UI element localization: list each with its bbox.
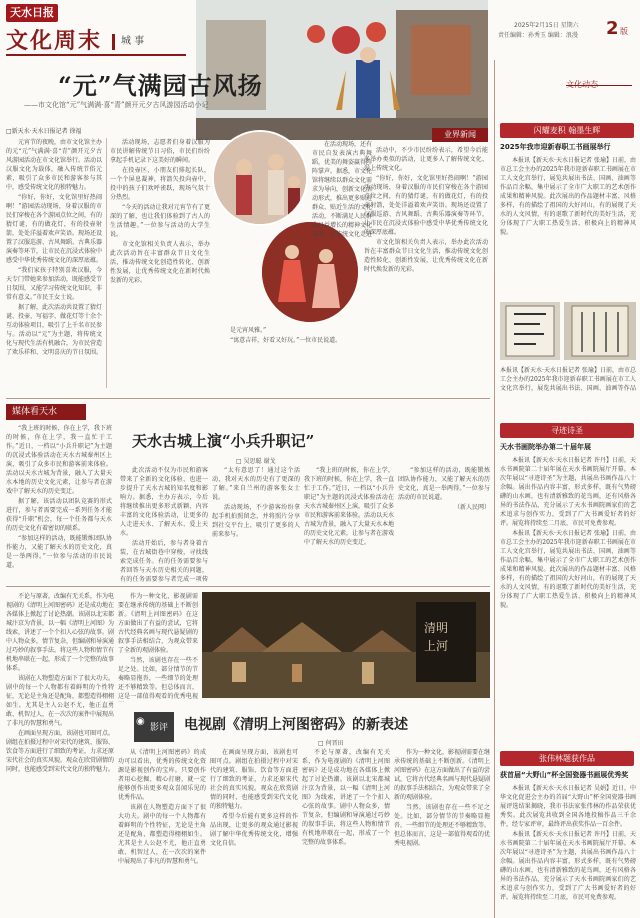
lead-column-1 [6, 138, 102, 388]
lead-column-5 [364, 146, 488, 396]
paragraph: 该剧在人物塑造方面下了很大功夫。剧中的每一个人物都有着鲜明的个性特征，无论是主角还是配角，都塑造得栩栩如生。尤其是主人公赵不尤，他正直勇敢、机智过人，在一次次的案件中展现出了非凡的智慧和勇气。 [118, 804, 206, 865]
calligraphy-scroll-illustration-2 [564, 302, 636, 360]
section-title: 文化周末 [6, 28, 103, 54]
sidebar-item-1-title: 2025年我市迎新春职工书画展举行 [500, 143, 611, 151]
paragraph: 是元宵风雅。” [230, 327, 267, 334]
paragraph: “今天的活动让我对元宵节有了更深的了解，也让我们体验到了古人的生活情趣。”一位参与活动的大学生说。 [110, 204, 210, 238]
sidebar-item-1 [500, 118, 636, 306]
lead-byline: □新天水·天水日报记者 徐福 [6, 128, 82, 135]
column-tag: 城 事 [112, 34, 166, 50]
media-column-1 [6, 424, 112, 582]
sidebar-item-1-head: 闪耀麦积 翰墨生辉 [500, 123, 634, 138]
paragraph: 希望今后能有更多这样的作品出现，让更多的观众通过影视剧了解中华优秀传统文化，增强文化自信。 [210, 813, 298, 847]
lead-column-4 [312, 140, 372, 240]
sidebar-section-label [566, 72, 632, 89]
page-number: 2 [606, 18, 619, 39]
lead-headline: “元”气满园古风扬 [58, 71, 263, 100]
sidebar-item-2-title: 天水书画院举办第二十届年展 [500, 443, 591, 451]
calligraphy-scroll-illustration [500, 302, 560, 360]
sidebar-item-3-head: 张伟林题获作品 [500, 751, 634, 766]
sidebar-divider [494, 60, 495, 918]
paragraph: 当然，该剧也存在一些不足之处。比如，部分情节的节奏略显拖沓，一些细节的处理还不够精致等。但总体而言，这是一部值得观看的优秀电视 [118, 657, 198, 700]
paragraph: 在投壶区，小朋友们排起长队，一个个屏息凝神，将箭矢投向壶中，投中的孩子们欢呼雀跃，现场气氛十分热烈。 [110, 167, 210, 201]
sidebar-item-3-title: 获首届“大野山”杯全国瓷器书画展优秀奖 [500, 771, 629, 779]
drama-column-6 [394, 748, 490, 914]
paragraph: 本报讯【新天水·天水日报记者 张瑜】日前，由市总工会主办的2025年我市迎新春职工书画展在市工人文化宫举行，展览共展出书法、国画、油画等作品百余幅，集中展示了全市广大职工的艺术创作成果和精神风貌。此次展出的作品题材丰富、风格多样，有的描绘了祖国的大好河山，有的展现了天水的人文风情，有的讴歌了新时代的美好生活，充分体现了广大职工热爱生活、积极向上的精神风貌。 [500, 530, 636, 609]
paragraph: “寓意吉祥，好看又好玩。”一位市民说道。 [230, 337, 342, 344]
paragraph: 不论与原著，改编有无关系，作为电视剧的《清明上河图密码》还是成功地在各媒体上掀起了讨论热潮。该剧以北宋都城汴京为背景，以一幅《清明上河图》为线索，讲述了一个个扣人心弦的故事。剧中人物众多，情节复杂，但编剧和导演通过巧妙的叙事手法，将这些人物和情节有机地串联在一起，形成了一个完整的故事体系。 [302, 749, 390, 846]
media-column-3 [212, 466, 300, 582]
media-column-2 [120, 466, 208, 582]
sidebar-item-2-body [500, 456, 636, 756]
media-section-label [6, 404, 86, 420]
sidebar-item-1-body-cont: 本报讯【新天水·天水日报记者 张瑜】日前，由市总工会主办的2025年我市迎新春职工书画展在市工人文化宫举行，展览共展出书法、国画、油画等作品 [500, 367, 636, 392]
paragraph: “我上班的时候，你在上学，我下班的时候，你在上学，我一直忙于工作。”近日，一档以“小兵升职记”为主题的沉浸式体验活动在天水古城秦州区上演，吸引了众多市民和游客前来体验。活动以天水古城为背景，融入了大量天水本地的历史文化元素，让参与者在游戏中了解天水的历史变迁。 [304, 467, 394, 546]
drama-column-2 [118, 592, 198, 702]
editors-line: 责任编辑：孙秀玉 编辑：浪漫 [498, 32, 578, 39]
paragraph: 本报讯【新天水·天水日报记者 许丹】日前，天水书画院第二十届年展在天水书画院展厅开幕。本次年展以“寻迹诗圣”为主题，共展出书画作品八十余幅。展出作品内容丰富，形式多样，既有气势磅礴的山水画，也有清新雅致的花鸟画，还有风格各异的书法作品，充分展示了天水书画院画家们的艺术追求与创作实力，受到了广大书画爱好者的好评。展览将持续至二月底，市民可免费参观。 [500, 457, 636, 527]
drama-label-text: 影评 [150, 723, 169, 733]
calligraphy-photo-2 [564, 302, 636, 360]
paragraph: （新人民网） [453, 504, 490, 511]
qingming-scroll-photo [202, 592, 490, 698]
industry-news-tag: 业界新闻 [432, 128, 488, 142]
paragraph: 活动现场，志愿者们身着汉服为市民讲解传统节日习俗，市民们纷纷拿起手机记录下这美好的瞬间。 [110, 139, 210, 164]
sidebar-item-3 [500, 746, 636, 918]
paragraph: 此次活动不仅为市民和游客带来了全新的文化体验，也进一步提升了天水古城的知名度和影响力。据悉，主办方表示，今后将继续推出更多形式新颖、内容丰富的文化体验活动，让更多的人走进天水、了解天水、爱上天水。 [120, 467, 208, 537]
masthead-underline [6, 54, 186, 56]
section-divider-1 [6, 398, 490, 399]
paragraph: 市文化馆相关负责人表示，举办此次活动旨在丰富群众节日文化生活，推动传统文化创造性转化、创新性发展，让优秀传统文化在新时代焕发新的光彩。 [364, 239, 488, 273]
paragraph: 作为一种文化，影视剧需要在继承传统的基础上不断创新。《清明上河图密码》在这方面做出了有益的尝试，它将古代经典名画与现代悬疑剧的叙事手法相结合，为观众带来了全新的观剧体验。 [118, 593, 198, 654]
paragraph: “我上班的时候，你在上学，我下班的时候，你在上学，我一直忙于工作。”近日，一档以“小兵升职记”为主题的沉浸式体验活动在天水古城秦州区上演，吸引了众多市民和游客前来体验。活动以天水古城为背景，融入了大量天水本地的历史文化元素，让参与者在游戏中了解天水的历史变迁。 [6, 425, 112, 495]
paragraph: 在画面呈现方面，该剧也可圈可点。剧组在拍摄过程中对宋代的建筑、服饰、饮食等方面进行了细致的考证，力求还原宋代社会的真实风貌。观众在欣赏剧情的同时，也能感受到宋代文化的独特魅力。 [6, 730, 114, 773]
media-label-text: 媒体看天水 [12, 407, 58, 417]
paragraph: 活动中，不少市民纷纷表示，希望今后能多举办类似的活动，让更多人了解传统文化、爱上传统文化。 [364, 147, 488, 172]
qingming-scene-illustration [202, 592, 490, 698]
drama-column-1 [6, 592, 114, 914]
drama-headline: 电视剧《清明上河图密码》的新表述 [184, 717, 408, 733]
calligraphy-photo-1 [500, 302, 560, 360]
paragraph: 在活动现场，还有市民自发表演古典舞蹈，优美的舞姿赢得阵阵掌声。据悉，市文化馆将继续以群众文化需求为导向，创新文化活动形式，推出更多贴近群众、贴近生活的文化活动，不断满足人民群众日益增长的精神文化需求，让传统文化走进 [312, 141, 372, 238]
media-headline: 天水古城上演“小兵升职记” [132, 432, 315, 450]
paragraph: 当然，该剧也存在一些不足之处。比如，部分情节的节奏略显拖沓，一些细节的处理还不够精致等。但总体而言，这是一部值得观看的优秀电视剧。 [394, 804, 490, 847]
lead-column-2 [110, 138, 210, 388]
svg-text:清明: 清明 [424, 621, 449, 635]
hanfu-crowd-illustration [214, 132, 308, 226]
sidebar-item-2 [500, 418, 636, 756]
paragraph: 活动开始后，参与者身着古装，在古城街巷中穿梭，寻找线索完成任务。有的任务需要参与者回答与天水历史相关的问题，有的任务需要参与者完成一项传 [120, 540, 208, 582]
lead-column-3 [218, 326, 358, 396]
circular-photo [212, 130, 308, 226]
paragraph: “我们家孩子特别喜欢汉服，今天专门带她来参加活动，既能感受节日氛围，又能学习传统文化知识，非常有意义。”市民王女士说。 [6, 267, 102, 301]
media-byline: □ 吴思聪 谢戈 [236, 458, 276, 465]
paragraph: 据了解，此次活动共设置了猜灯谜、投壶、写福字、做花灯等十余个互动体验项目，吸引了上千名市民参与。活动以“元”为主题，将传统文化与现代生活有机融合，为市民营造了欢乐祥和、文明喜庆的节日氛围。 [6, 304, 102, 356]
paragraph: 元宵节的夜晚，由市文化馆主办的元“元”气满满·喜“青”颜开元夕古风游园活动在市文化馆举行。活动以汉服文化为载体，融入传统节俗元素，吸引了众多市民和游客参与其中，感受传统文化的独特魅力。 [6, 139, 102, 191]
paragraph: 不论与原著，改编有无关系，作为电视剧的《清明上河图密码》还是成功地在各媒体上掀起了讨论热潮。该剧以北宋都城汴京为背景，以一幅《清明上河图》为线索，讲述了一个个扣人心弦的故事。剧中人物众多，情节复杂，但编剧和导演通过巧妙的叙事手法，将这些人物和情节有机地串联在一起，形成了一个完整的故事体系。 [6, 593, 114, 672]
media-column-5 [398, 466, 490, 574]
drama-column-5 [302, 748, 390, 914]
drama-label-badge [134, 712, 174, 742]
drama-byline: □ 何晋田 [318, 740, 344, 747]
paragraph: 市文化馆相关负责人表示，举办此次活动旨在丰富群众节日文化生活，推动传统文化创造性转化、创新性发展，让优秀传统文化在新时代焕发新的光彩。 [110, 241, 210, 284]
media-column-4 [304, 466, 394, 582]
sidebar-item-1-body: 本报讯【新天水·天水日报记者 张瑜】日前，由市总工会主办的2025年我市迎新春职工书画展在市工人文化宫举行，展览共展出书法、国画、油画等作品百余幅，集中展示了全市广大职工的艺术创作成果和精神风貌。此次展出的作品题材丰富、风格多样，有的描绘了祖国的大好河山，有的展现了天水的人文风情，有的讴歌了新时代的美好生活，充分体现了广大职工热爱生活、积极向上的精神风貌。 [500, 157, 636, 236]
section-divider-2 [6, 586, 490, 587]
date-line: 2025年2月15日 星期六 [514, 22, 579, 29]
lead-subheadline: ——市文化馆“元”气满满·喜“青”颜开元夕古风游园活动小记 [24, 101, 209, 109]
paragraph: “你好，你好，文化馆里好热闹啊！”游园活动现场，身着汉服的市民们穿梭在各个游园点位之间，有的猜灯谜，有的做花灯，有的投壶射箭，处处洋溢着欢声笑语。现场还设置了汉服巡游、古风舞蹈、古典乐器演奏等环节，让市民在沉浸式体验中感受中华优秀传统文化的深厚底蕴。 [364, 175, 488, 236]
paragraph: 作为一种文化，影视剧需要在继承传统的基础上不断创新。《清明上河图密码》在这方面做出了有益的尝试，它将古代经典名画与现代悬疑剧的叙事手法相结合，为观众带来了全新的观剧体验。 [394, 749, 490, 801]
paragraph: 该剧在人物塑造方面下了很大功夫。剧中的每一个人物都有着鲜明的个性特征，无论是主角还是配角，都塑造得栩栩如生。尤其是主人公赵不尤，他正直勇敢、机智过人，在一次次的案件中展现出了非凡的智慧和勇气。 [6, 675, 114, 727]
paragraph: 本报讯【新天水·天水日报记者 吴娟】近日，中华文化促进会主办的首届“大野山”杯全国瓷器书画展评选结果揭晓，我市书法家张伟林的作品荣获优秀奖。此次展览共收到全国各地投稿作品三千余件，经专家评审，最终评出获奖作品一百余件。 [500, 785, 636, 828]
paragraph: “太有意思了！通过这个活动，我对天水的历史有了更深的了解。”来自兰州的游客张女士说。 [212, 467, 300, 501]
paragraph: “你好，你好，文化馆里好热闹啊！”游园活动现场，身着汉服的市民们穿梭在各个游园点位之间，有的猜灯谜，有的做花灯，有的投壶射箭，处处洋溢着欢声笑语。现场还设置了汉服巡游、古风舞蹈、古典乐器演奏等环节，让市民在沉浸式体验中感受中华优秀传统文化的深厚底蕴。 [6, 194, 102, 264]
sidebar-section-label-text: 文化动态 [566, 80, 598, 89]
paragraph: 活动现场，不少游客纷纷拿起手机拍照留念，并将照片分享到社交平台上，吸引了更多的人前来参与。 [212, 504, 300, 538]
paragraph: 据了解，该活动以团队竞赛的形式进行，参与者需要完成一系列任务才能获得“升职”机会，每一个任务都与天水的历史文化有着密切的联系。 [6, 498, 112, 532]
paragraph: “参加这样的活动，既能锻炼团队协作能力，又能了解天水的历史文化，真是一举两得。”一位参与活动的市民说道。 [398, 467, 490, 501]
sidebar-item-3-body [500, 784, 636, 918]
paper-logo: 天水日报 [6, 4, 58, 22]
paragraph: 在画面呈现方面，该剧也可圈可点。剧组在拍摄过程中对宋代的建筑、服饰、饮食等方面进行了细致的考证，力求还原宋代社会的真实风貌。观众在欣赏剧情的同时，也能感受到宋代文化的独特魅力。 [210, 749, 298, 810]
drama-column-4 [210, 748, 298, 914]
svg-text:上河: 上河 [424, 639, 449, 653]
drama-column-3 [118, 748, 206, 914]
column-divider [106, 138, 107, 388]
paragraph: 从《清明上河图密码》的成功可以看出，优秀的传统文化资源是影视创作的宝库。只要创作者用心挖掘、精心打磨，就一定能够创作出更多观众喜闻乐见的优秀作品。 [118, 749, 206, 801]
paragraph: 本报讯【新天水·天水日报记者 许丹】日前，天水书画院第二十届年展在天水书画院展厅开幕。本次年展以“寻迹诗圣”为主题，共展出书画作品八十余幅。展出作品内容丰富，形式多样，既有气势磅礴的山水画，也有清新雅致的花鸟画，还有风格各异的书法作品，充分展示了天水书画院画家们的艺术追求与创作实力，受到了广大书画爱好者的好评。展览将持续至二月底，市民可免费参观。 [500, 831, 636, 901]
page-suffix: 版 [620, 27, 628, 36]
sidebar-item-2-head: 寻迹诗圣 [500, 423, 634, 438]
paragraph: “参加这样的活动，既能锻炼团队协作能力，又能了解天水的历史文化，真是一举两得。”一位参与活动的市民说道。 [6, 535, 112, 569]
film-reel-icon: ◉ [136, 716, 145, 727]
